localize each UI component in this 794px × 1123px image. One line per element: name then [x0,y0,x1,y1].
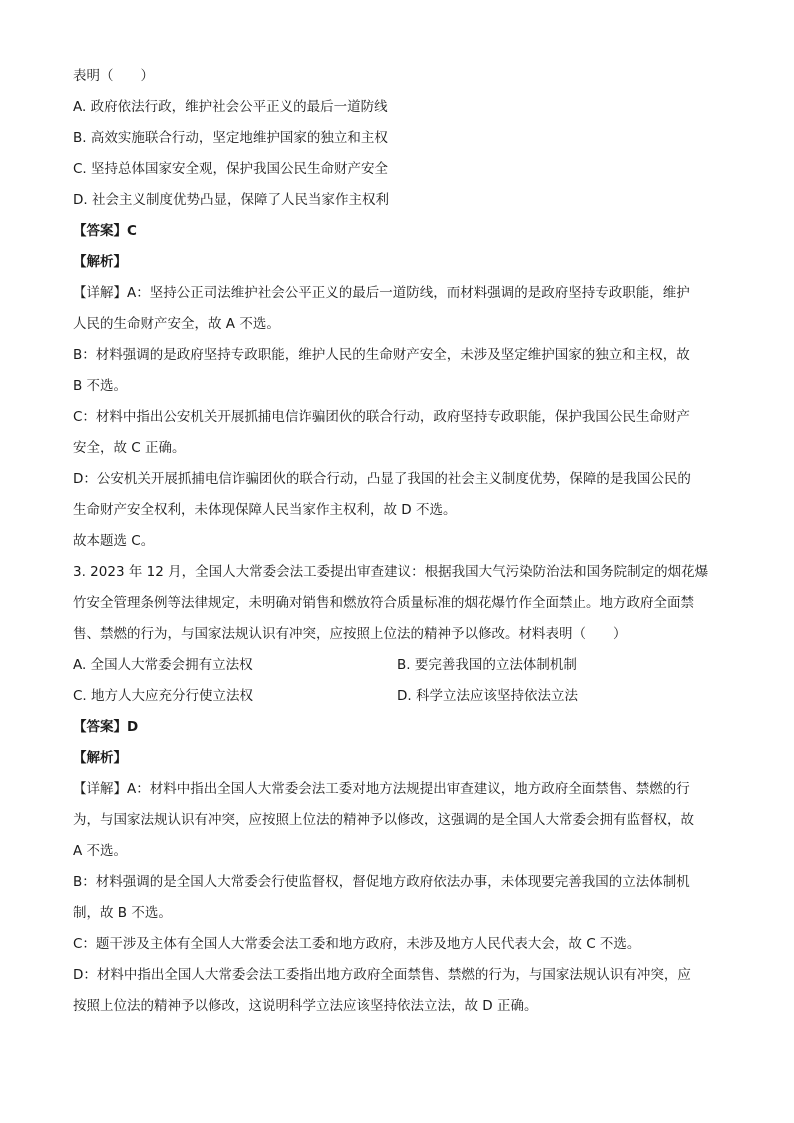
q3-analysis-label: 【解析】 [73,750,127,766]
q2-option-c: C. 坚持总体国家安全观，保护我国公民生命财产安全 [73,161,389,177]
q3-option-c: C. 地方人大应充分行使立法权 [73,688,254,704]
q3-stem-line: 3. 2023 年 12 月，全国人大常委会法工委提出审查建议：根据我国大气污染防治法和国务院制定的烟花爆 [73,564,709,580]
q2-detail-line: C：材料中指出公安机关开展抓捕电信诈骗团伙的联合行动，政府坚持专政职能，保护我国公民生命财产 [73,409,690,425]
q2-option-b: B. 高效实施联合行动，坚定地维护国家的独立和主权 [73,130,388,146]
q2-analysis-label: 【解析】 [73,254,127,270]
q3-option-a: A. 全国人大常委会拥有立法权 [73,657,253,673]
q2-detail-line: B：材料强调的是政府坚持专政职能，维护人民的生命财产安全，未涉及坚定维护国家的独立和主权，故 [73,347,690,363]
q3-detail-line: D：材料中指出全国人大常委会法工委指出地方政府全面禁售、禁燃的行为，与国家法规认识有冲突，应 [73,967,691,983]
q2-detail-line: D：公安机关开展抓捕电信诈骗团伙的联合行动，凸显了我国的社会主义制度优势，保障的是我国公民的 [73,471,691,487]
q2-option-a: A. 政府依法行政，维护社会公平正义的最后一道防线 [73,99,388,115]
q3-detail-line: 制，故 B 不选。 [73,905,172,921]
q2-stem-tail: 表明（ ） [73,68,154,84]
q3-detail-line: 按照上位法的精神予以修改，这说明科学立法应该坚持依法立法，故 D 正确。 [73,998,538,1014]
q3-detail-line: 【详解】A：材料中指出全国人大常委会法工委对地方法规提出审查建议，地方政府全面禁售、禁燃的行 [73,781,690,797]
q3-detail-line: C：题干涉及主体有全国人大常委会法工委和地方政府，未涉及地方人民代表大会，故 C 不选。 [73,936,641,952]
q3-option-d: D. 科学立法应该坚持依法立法 [397,688,578,704]
q2-detail-line: 安全，故 C 正确。 [73,440,186,456]
q3-detail-line: A 不选。 [73,843,128,859]
q2-detail-line: 生命财产安全权利，未体现保障人民当家作主权利，故 D 不选。 [73,502,457,518]
q3-option-b: B. 要完善我国的立法体制机制 [397,657,577,673]
q2-detail-line: B 不选。 [73,378,128,394]
q2-detail-line: 【详解】A：坚持公正司法维护社会公平正义的最后一道防线，而材料强调的是政府坚持专政职能，维护 [73,285,690,301]
q2-option-d: D. 社会主义制度优势凸显，保障了人民当家作主权利 [73,192,389,208]
q2-detail-line: 人民的生命财产安全，故 A 不选。 [73,316,280,332]
q3-stem-line: 竹安全管理条例等法律规定，未明确对销售和燃放符合质量标准的烟花爆竹作全面禁止。地方政府全面禁 [73,595,694,611]
q3-answer: 【答案】D [73,719,139,735]
q2-answer: 【答案】C [73,223,137,239]
q3-stem-line: 售、禁燃的行为，与国家法规认识有冲突，应按照上位法的精神予以修改。材料表明（ ） [73,626,627,642]
q3-detail-line: 为，与国家法规认识有冲突，应按照上位法的精神予以修改，这强调的是全国人大常委会拥有监督权，故 [73,812,694,828]
q3-detail-line: B：材料强调的是全国人大常委会行使监督权，督促地方政府依法办事，未体现要完善我国的立法体制机 [73,874,690,890]
q2-conclusion: 故本题选 C。 [73,533,155,549]
